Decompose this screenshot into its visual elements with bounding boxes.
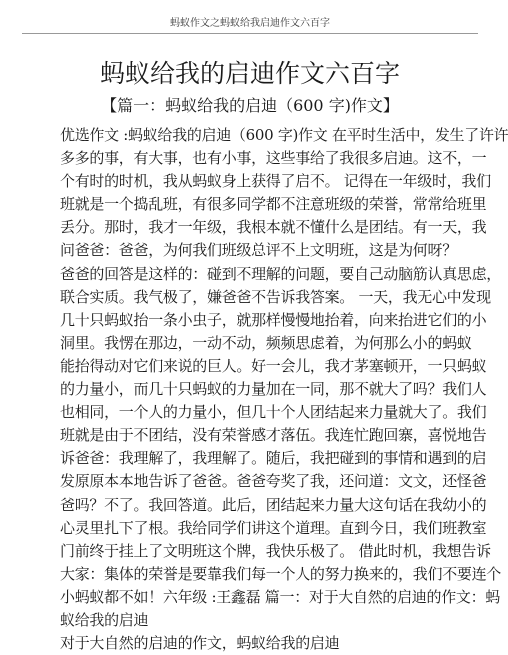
body-line: 心灵里扎下了根。我给同学们讲这个道理。直到今日，我们班教室 xyxy=(60,518,487,537)
body-line: 爸爸的回答是这样的：碰到不理解的问题，要自己动脑筋认真思虑， xyxy=(60,264,502,283)
body-line: 对于大自然的启迪的作文，蚂蚁给我的启迪 xyxy=(60,634,340,653)
body-line: 大家：集体的荣誉是要靠我们每一个人的努力换来的，我们不要连个 xyxy=(60,564,502,583)
body-line: 蚁给我的启迪 xyxy=(60,610,149,629)
document-body xyxy=(60,124,508,655)
body-line: 优选作文 :蚂蚁给我的启迪（600 字)作文 在平时生活中，发生了许许 xyxy=(60,126,508,144)
header-divider xyxy=(22,33,478,34)
body-line: 门前终于挂上了文明班这个牌，我快乐极了。 借此时机，我想告诉 xyxy=(60,541,491,560)
body-line: 诉爸爸：我理解了，我理解了。随后，我把碰到的事情和遇到的启 xyxy=(60,449,487,468)
document-title: 蚂蚁给我的启迪作文六百字 xyxy=(99,59,400,88)
body-line: 问爸爸：爸爸，为何我们班级总评不上文明班，这是为何呀？ xyxy=(60,241,457,260)
body-line: 也相同，一个人的力量小，但几十个人团结起来力量就大了。我们 xyxy=(60,403,487,422)
body-line: 多多的事，有大事，也有小事，这些事给了我很多启迪。这不，一 xyxy=(60,149,487,168)
running-header: 蚂蚁作文之蚂蚁给我启迪作文六百字 xyxy=(170,18,330,29)
body-line: 丢分。那时，我才一年级，我根本就不懂什么是团结。有一天，我 xyxy=(60,218,487,237)
body-line: 发原原本本地告诉了爸爸。爸爸夸奖了我，还问道：文文，还怪爸 xyxy=(60,472,487,491)
body-line: 班就是一个捣乱班，有很多同学都不注意班级的荣誉，常常给班里 xyxy=(60,195,487,214)
body-line: 小蚂蚁都不如！六年级 :王鑫磊 篇一：对于大自然的启迪的作文：蚂 xyxy=(60,587,500,606)
body-line: 爸吗？不了。我回答道。此后，团结起来力量大这句话在我幼小的 xyxy=(60,495,487,514)
section-heading: 【篇一：蚂蚁给我的启迪（600 字)作文】 xyxy=(101,96,399,115)
body-line: 班就是由于不团结，没有荣誉感才落伍。我连忙跑回寨，喜悦地告 xyxy=(60,426,487,445)
body-line: 洞里。我愣在那边，一动不动，频频思虑着，为何那么小的蚂蚁 xyxy=(60,333,472,352)
body-line: 个有时的时机，我从蚂蚁身上获得了启不。 记得在一年级时，我们 xyxy=(60,172,491,191)
body-line: 能抬得动对它们来说的巨人。好一会儿，我才茅塞顿开，一只蚂蚁 xyxy=(60,356,487,375)
body-line: 联合实质。我气极了，嫌爸爸不告诉我答案。 一天，我无心中发现 xyxy=(60,287,491,306)
body-line: 的力量小，而几十只蚂蚁的力量加在一同，那不就大了吗？我们人 xyxy=(60,380,487,399)
body-line: 几十只蚂蚁抬一条小虫子，就那样慢慢地抬着，向来抬进它们的小 xyxy=(60,310,487,329)
